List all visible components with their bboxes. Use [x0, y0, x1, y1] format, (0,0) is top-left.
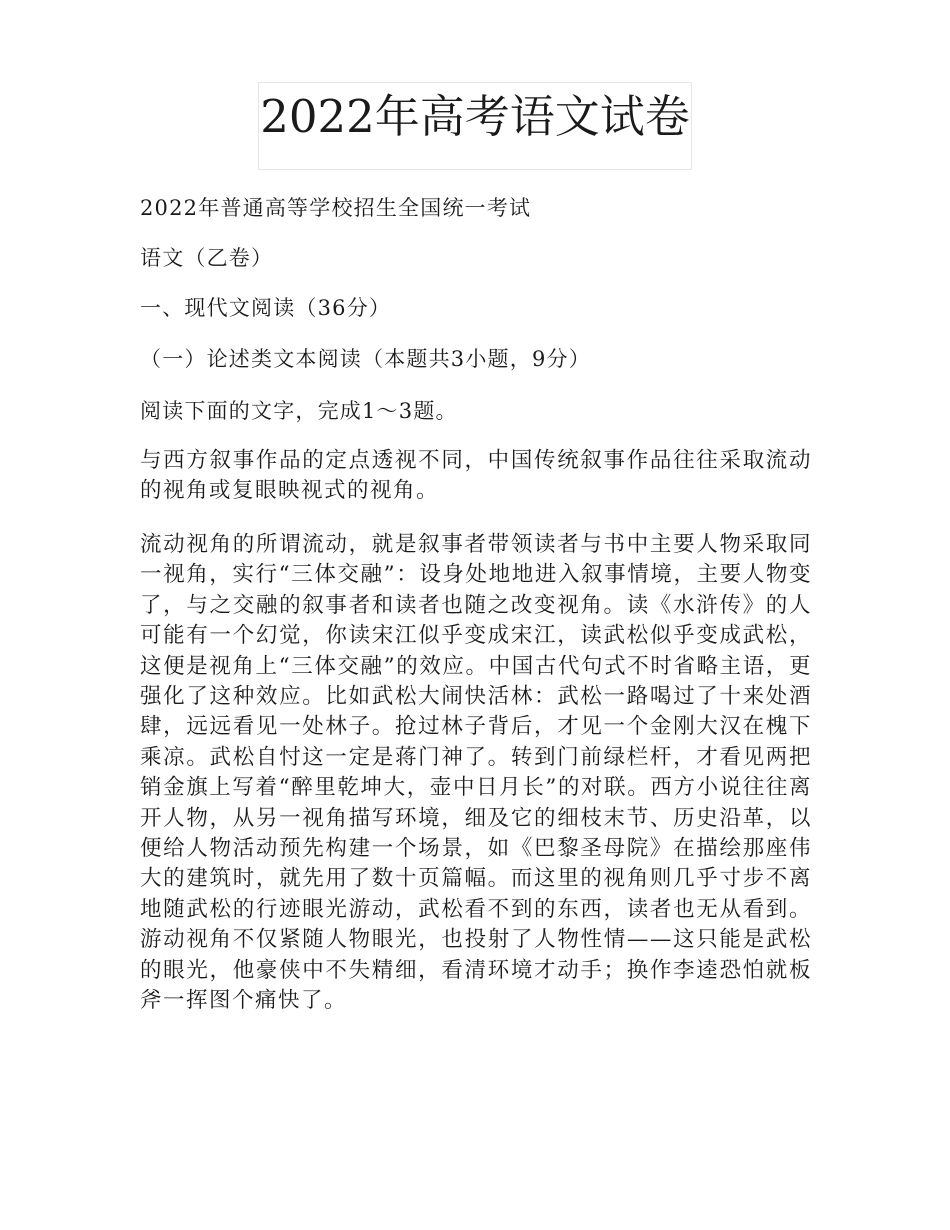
reading-instruction: 阅读下面的文字，完成1～3题。 [140, 399, 458, 423]
section-heading: 一、现代文阅读（36分） [140, 296, 392, 320]
paper-type: 语文（乙卷） [140, 246, 274, 270]
subsection-heading: （一）论述类文本阅读（本题共3小题，9分） [140, 347, 591, 371]
document-title: 2022年高考语文试卷 [260, 90, 690, 143]
paragraph-1: 与西方叙事作品的定点透视不同，中国传统叙事作品往往采取流动的视角或复眼映视式的视角。 [140, 448, 812, 504]
exam-name: 2022年普通高等学校招生全国统一考试 [140, 196, 532, 220]
paragraph-2: 流动视角的所谓流动，就是叙事者带领读者与书中主要人物采取同一视角，实行“三体交融”：设身处地地进入叙事情境，主要人物变了，与之交融的叙事者和读者也随之改变视角。读《水浒传》的人可能有一个幻觉，你读宋江似乎变成宋江，读武松似乎变成武松，这便是视角上“三体交融”的效应。中国古代句式不时省略主语，更强化了这种效应。比如武松大闹快活林：武松一路喝过了十来处酒肆，远远看见一处林子。抢过林子背后，才见一个金刚大汉在槐下乘凉。武松自忖这一定是蒋门神了。转到门前绿栏杆，才看见两把销金旗上写着“醉里乾坤大，壶中日月长”的对联。西方小说往往离开人物，从另一视角描写环境，细及它的细枝末节、历史沿革，以便给人物活动预先构建一个场景，如《巴黎圣母院》在描绘那座伟大的建筑时，就先用了数十页篇幅。而这里的视角则几乎寸步不离地随武松的行迹眼光游动，武松看不到的东西，读者也无从看到。游动视角不仅紧随人物眼光，也投射了人物性情——这只能是武松的眼光，他豪侠中不失精细，看清环境才动手；换作李逵恐怕就板斧一挥图个痛快了。 [140, 532, 812, 1014]
